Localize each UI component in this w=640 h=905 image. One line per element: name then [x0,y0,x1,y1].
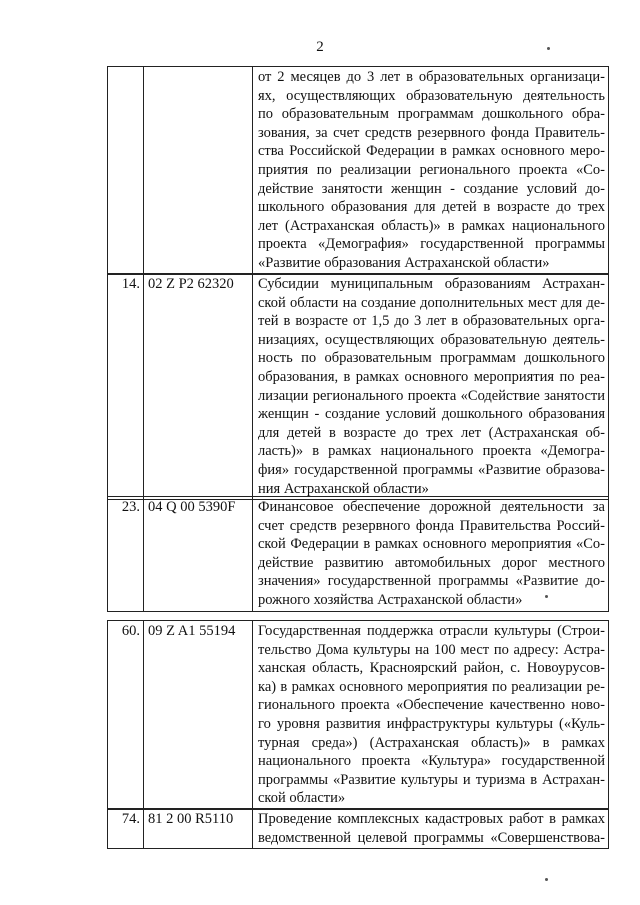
description-line: действие занятости женщин - создание условий до- [258,180,605,197]
description-line: ханская область, Красноярский район, с. Новоурусов- [258,660,605,677]
budget-code-cell: 02 Z P2 62320 [144,274,253,500]
table-row [108,809,609,849]
description-cell [253,274,609,500]
budget-code-cell: 04 Q 00 5390F [144,497,253,612]
table-fragment-row-60 [107,620,609,810]
row-number-cell [108,67,144,275]
description-line: проекта «Демография» государственной программы [258,236,605,253]
description-line: низациях, осуществляющих образовательную деятель- [258,331,605,348]
description-line: школьного образования для детей в возрасте до трех [258,199,605,216]
description-line: фия» государственной программы «Развитие образова- [258,461,605,478]
description-line: счет средств резервного фонда Правительства Россий- [258,517,605,534]
description-line: ния Астраханской области» [258,480,429,497]
description-line: ской области» [258,790,346,807]
description-line: образования, в рамках основного мероприятия по реа- [258,368,605,385]
table-row [108,67,609,275]
budget-code-cell: 81 2 00 R5110 [144,809,253,849]
description-line: зования, за счет средств резервного фонда Правитель- [258,124,605,141]
description-line: го уровня развития инфраструктуры культуры («Куль- [258,715,605,732]
description-line: ской области на создание дополнительных мест для де- [258,294,605,311]
row-number-cell: 14. [108,274,144,500]
description-line: лизации регионального проекта «Содействие занятости [258,387,605,404]
table-fragment-continuation [107,66,609,275]
description-line: ка) в рамках основного мероприятия по реализации ре- [258,678,605,695]
row-number-cell: 74. [108,809,144,849]
table-fragment-row-14 [107,273,609,500]
description-cell [253,67,609,275]
table-row [108,497,609,612]
description-line: ской Федерации в рамках основного мероприятия «Со- [258,536,605,553]
description-line: Государственная поддержка отрасли культуры (Строи- [258,623,605,639]
description-line: тельство Дома культуры на 100 мест по адресу: Астра- [258,641,605,658]
row-number-cell: 23. [108,497,144,612]
scan-speck [545,595,548,598]
description-line: по образовательным программам дошкольного обра- [258,106,605,123]
description-line: программы «Развитие культуры и туризма в Астрахан- [258,771,605,788]
description-line: значения» государственной программы «Развитие до- [258,573,605,590]
description-line: для детей в возрасте до трех лет (Астраханская об- [258,424,605,441]
description-line: приятия по реализации регионального проекта «Со- [258,161,605,178]
description-line: ность по образовательным программам дошкольного [258,350,605,367]
table-row [108,274,609,500]
description-cell [253,809,609,849]
description-line: гионального проекта «Обеспечение качественно ново- [258,697,605,714]
description-line: рожного хозяйства Астраханской области» [258,591,523,608]
description-line: ях, осуществляющих образовательную деятельность [258,87,605,104]
page-number: 2 [316,39,324,55]
table-row [108,621,609,810]
description-line: действие развитию автомобильных дорог местного [258,554,605,571]
description-line: Субсидии муниципальным образованиям Астрахан- [258,276,605,292]
description-line: ласть)» в рамках национального проекта «Демогра- [258,443,605,460]
row-number-cell: 60. [108,621,144,810]
table-fragment-row-74 [107,808,609,849]
scan-speck [545,878,548,881]
description-line: тей в возрасте от 1,5 до 3 лет в образовательных орга- [258,313,605,330]
description-line: женщин - создание условий дошкольного образования [258,406,605,423]
description-cell [253,621,609,810]
budget-code-cell [144,67,253,275]
description-cell [253,497,609,612]
description-line: «Развитие образования Астраханской области» [258,254,550,271]
description-line: ведомственной целевой программы «Совершенствова- [258,829,605,846]
description-line: турная среда») (Астраханская область)» в рамках [258,734,605,751]
description-line: от 2 месяцев до 3 лет в образовательных организаци- [258,69,605,85]
budget-code-cell: 09 Z A1 55194 [144,621,253,810]
description-line: национального проекта «Культура» государственной [258,753,605,770]
description-line: Проведение комплексных кадастровых работ в рамках [258,811,605,827]
table-fragment-row-23 [107,496,609,612]
scan-speck [547,47,550,50]
description-line: ства Российской Федерации в рамках основного меро- [258,143,605,160]
description-line: Финансовое обеспечение дорожной деятельности за [258,499,605,515]
description-line: лет (Астраханская область)» в рамках национального [258,217,605,234]
